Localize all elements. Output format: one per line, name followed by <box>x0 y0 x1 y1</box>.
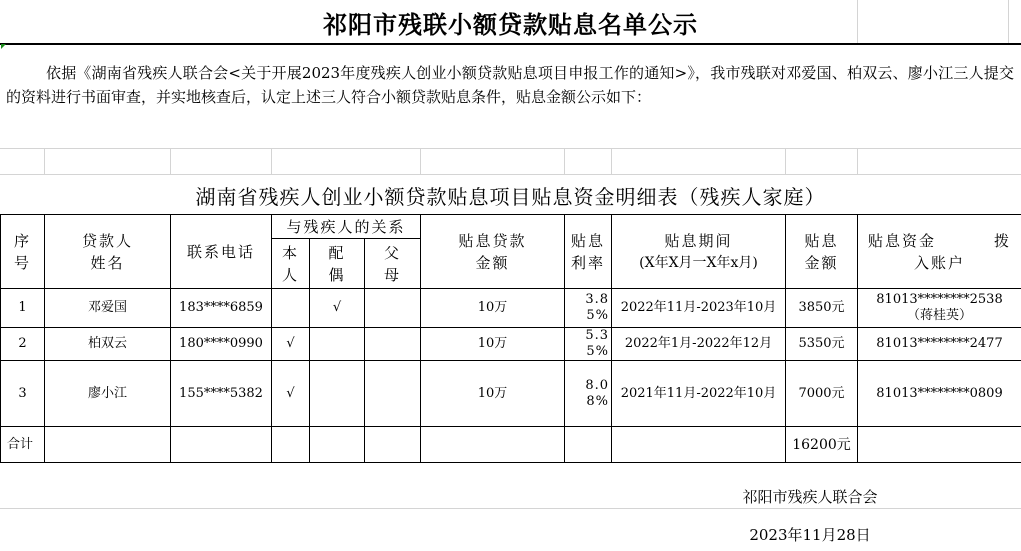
row-seq: 3 <box>1 361 45 427</box>
header-account-label-a: 贴息资金 <box>868 231 937 250</box>
gridline <box>0 508 1021 509</box>
total-empty <box>272 427 310 463</box>
header-loan-label: 贴息贷款金额 <box>458 231 527 272</box>
total-empty <box>858 427 1021 463</box>
header-loan <box>421 215 565 289</box>
row-rate-value: 5.35% <box>585 328 610 359</box>
total-empty <box>421 427 565 463</box>
gridline <box>170 148 171 174</box>
row-interest: 7000元 <box>786 361 858 427</box>
footer-organization: 祁阳市残疾人联合会 <box>742 488 878 506</box>
total-empty <box>45 427 171 463</box>
header-period-note: (X年X月一X年x月) <box>639 254 758 271</box>
table-row <box>1 328 1021 361</box>
total-empty <box>612 427 786 463</box>
header-seq-label: 序号 <box>13 231 31 272</box>
row-period: 2022年1月-2022年12月 <box>612 328 786 361</box>
row-account-note: （蒋桂英） <box>907 308 973 323</box>
header-parent-label: 父母 <box>383 243 401 284</box>
total-label: 合计 <box>1 427 45 463</box>
row-period: 2021年11月-2022年10月 <box>612 361 786 427</box>
gridline <box>857 148 858 174</box>
intro-paragraph: 依据《湖南省残疾人联合会<关于开展2023年度残疾人创业小额贷款贴息项目申报工作的通知>》，我市残联对邓爱国、柏双云、廖小江三人提交的资料进行书面审查，并实地核查后，认定上述三人符合小额贷款贴息条件，贴息金额公示如下： <box>6 64 1014 106</box>
title-underline <box>0 43 1021 45</box>
gridline <box>785 148 786 174</box>
header-rate-label: 贴息利率 <box>571 231 606 272</box>
header-interest-label: 贴息金额 <box>804 231 839 272</box>
row-spouse <box>310 328 365 361</box>
row-self <box>272 289 310 328</box>
row-name: 邓爱国 <box>45 289 171 328</box>
header-spouse-label: 配偶 <box>328 243 346 284</box>
row-self: √ <box>272 361 310 427</box>
gridline <box>44 148 45 174</box>
cell-comment-marker <box>1 44 6 49</box>
header-period <box>612 215 786 289</box>
gridline <box>271 148 272 174</box>
header-self-label: 本人 <box>281 243 299 284</box>
total-empty <box>365 427 421 463</box>
gridline <box>564 148 565 174</box>
header-phone: 联系电话 <box>171 215 272 289</box>
row-phone: 155****5382 <box>171 361 272 427</box>
row-seq: 1 <box>1 289 45 328</box>
gridline <box>611 148 612 174</box>
row-account-number: 81013********2538 <box>876 292 1003 307</box>
row-rate-value: 3.85% <box>585 292 610 323</box>
table-title: 湖南省残疾人创业小额贷款贴息项目贴息资金明细表（残疾人家庭） <box>195 184 826 209</box>
row-period: 2022年11月-2023年10月 <box>612 289 786 328</box>
row-rate <box>565 361 612 427</box>
total-empty <box>171 427 272 463</box>
header-interest <box>786 215 858 289</box>
row-interest: 3850元 <box>786 289 858 328</box>
row-account <box>858 289 1021 328</box>
header-seq <box>1 215 45 289</box>
row-interest: 5350元 <box>786 328 858 361</box>
row-account <box>858 361 1021 427</box>
row-name: 廖小江 <box>45 361 171 427</box>
total-empty <box>310 427 365 463</box>
header-account <box>858 215 1021 289</box>
row-loan: 10万 <box>421 361 565 427</box>
header-rate <box>565 215 612 289</box>
row-rate <box>565 289 612 328</box>
row-spouse: √ <box>310 289 365 328</box>
row-account-number: 81013********0809 <box>876 385 1003 401</box>
gridline <box>0 174 1021 175</box>
row-loan: 10万 <box>421 328 565 361</box>
subsidy-table <box>0 214 1021 463</box>
header-account-label-c: 入账户 <box>914 253 966 272</box>
header-spouse <box>310 239 365 289</box>
header-name-label: 贷款人姓名 <box>81 231 133 272</box>
row-name: 柏双云 <box>45 328 171 361</box>
row-seq: 2 <box>1 328 45 361</box>
header-self <box>272 239 310 289</box>
row-parent <box>365 289 421 328</box>
row-phone: 180****0990 <box>171 328 272 361</box>
page-title: 祁阳市残联小额贷款贴息名单公示 <box>323 9 698 39</box>
footer-date: 2023年11月28日 <box>749 526 871 544</box>
table-row <box>1 289 1021 328</box>
header-row <box>1 215 1021 239</box>
header-account-label-b: 拨 <box>994 231 1012 250</box>
row-phone: 183****6859 <box>171 289 272 328</box>
row-rate <box>565 328 612 361</box>
gridline <box>420 148 421 174</box>
total-interest: 16200元 <box>786 427 858 463</box>
header-period-label: 贴息期间 <box>664 231 733 250</box>
row-account-number: 81013********2477 <box>876 336 1003 351</box>
row-spouse <box>310 361 365 427</box>
row-parent <box>365 361 421 427</box>
table-row <box>1 361 1021 427</box>
header-relation: 与残疾人的关系 <box>272 215 421 239</box>
row-self: √ <box>272 328 310 361</box>
header-parent <box>365 239 421 289</box>
header-name <box>45 215 171 289</box>
total-empty <box>565 427 612 463</box>
row-rate-value: 8.08% <box>585 377 610 409</box>
row-parent <box>365 328 421 361</box>
row-loan: 10万 <box>421 289 565 328</box>
row-account <box>858 328 1021 361</box>
gridline <box>0 148 1021 149</box>
total-row <box>1 427 1021 463</box>
